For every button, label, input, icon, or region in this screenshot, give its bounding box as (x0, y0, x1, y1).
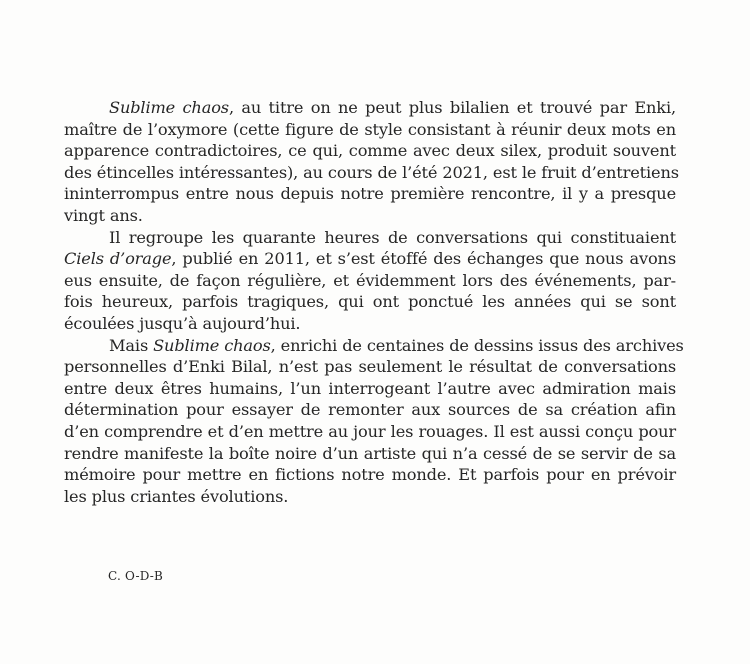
italic-title: Ciels d’orage (64, 249, 172, 269)
line-text: mémoire pour mettre en fictions notre monde. Et parfois pour en prévoir (64, 465, 676, 485)
text-line (64, 486, 676, 508)
line-text: détermination pour essayer de remonter aux sources de sa création afin (64, 400, 676, 420)
text-line (64, 248, 676, 270)
text-line (64, 464, 676, 486)
paragraph (64, 227, 676, 335)
line-text: d’en comprendre et d’en mettre au jour les rouages. Il est aussi conçu pour (64, 421, 676, 441)
text-line (64, 162, 679, 184)
line-text: fois heureux, parfois tragiques, qui ont ponctué les années qui se sont (64, 292, 676, 312)
paragraph (64, 335, 684, 508)
text-line (64, 119, 676, 141)
line-text: , enrichi de centaines de dessins issus des archives (270, 335, 684, 355)
text-line (64, 443, 676, 465)
line-text: des étincelles intéressantes), au cours de l’été 2021, est le fruit d’entretiens (64, 162, 679, 182)
line-text: vingt ans. (64, 205, 143, 225)
line-text: , au titre on ne peut plus bilalien et trouvé par Enki, (228, 98, 676, 117)
text-line (64, 399, 676, 421)
italic-title: Sublime chaos (153, 335, 271, 355)
text-line (64, 140, 676, 162)
paragraph (64, 97, 679, 227)
text-line (64, 205, 676, 227)
line-text: personnelles d’Enki Bilal, n’est pas seulement le résultat de conversations (64, 357, 676, 377)
text-line (64, 313, 676, 335)
italic-title: Sublime chaos (109, 98, 229, 117)
line-text: apparence contradictoires, ce qui, comme avec deux silex, produit souvent (64, 141, 676, 161)
text-line (64, 97, 676, 119)
text-line (64, 378, 676, 400)
line-text: eus ensuite, de façon régulière, et évidemment lors des événements, par- (64, 270, 676, 290)
text-line (64, 270, 676, 292)
text-line (64, 183, 676, 205)
line-text: Mais (109, 335, 154, 355)
text-line (64, 335, 684, 357)
line-text: Il regroupe les quarante heures de conversations qui constituaient (109, 227, 676, 247)
body-text (64, 97, 684, 507)
text-line (64, 291, 676, 313)
text-line (64, 356, 676, 378)
line-text: rendre manifeste la boîte noire d’un artiste qui n’a cessé de se servir de sa (64, 443, 676, 463)
text-line (64, 421, 676, 443)
text-line (64, 227, 676, 249)
line-text: les plus criantes évolutions. (64, 486, 289, 506)
author-signature: C. O-D-B (108, 569, 164, 583)
line-text: , publié en 2011, et s’est étoffé des échanges que nous avons (171, 249, 676, 269)
line-text: écoulées jusqu’à aujourd’hui. (64, 313, 301, 333)
line-text: maître de l’oxymore (cette figure de style consistant à réunir deux mots en (64, 119, 676, 139)
line-text: entre deux êtres humains, l’un interrogeant l’autre avec admiration mais (64, 378, 676, 398)
line-text: ininterrompus entre nous depuis notre première rencontre, il y a presque (64, 184, 676, 204)
